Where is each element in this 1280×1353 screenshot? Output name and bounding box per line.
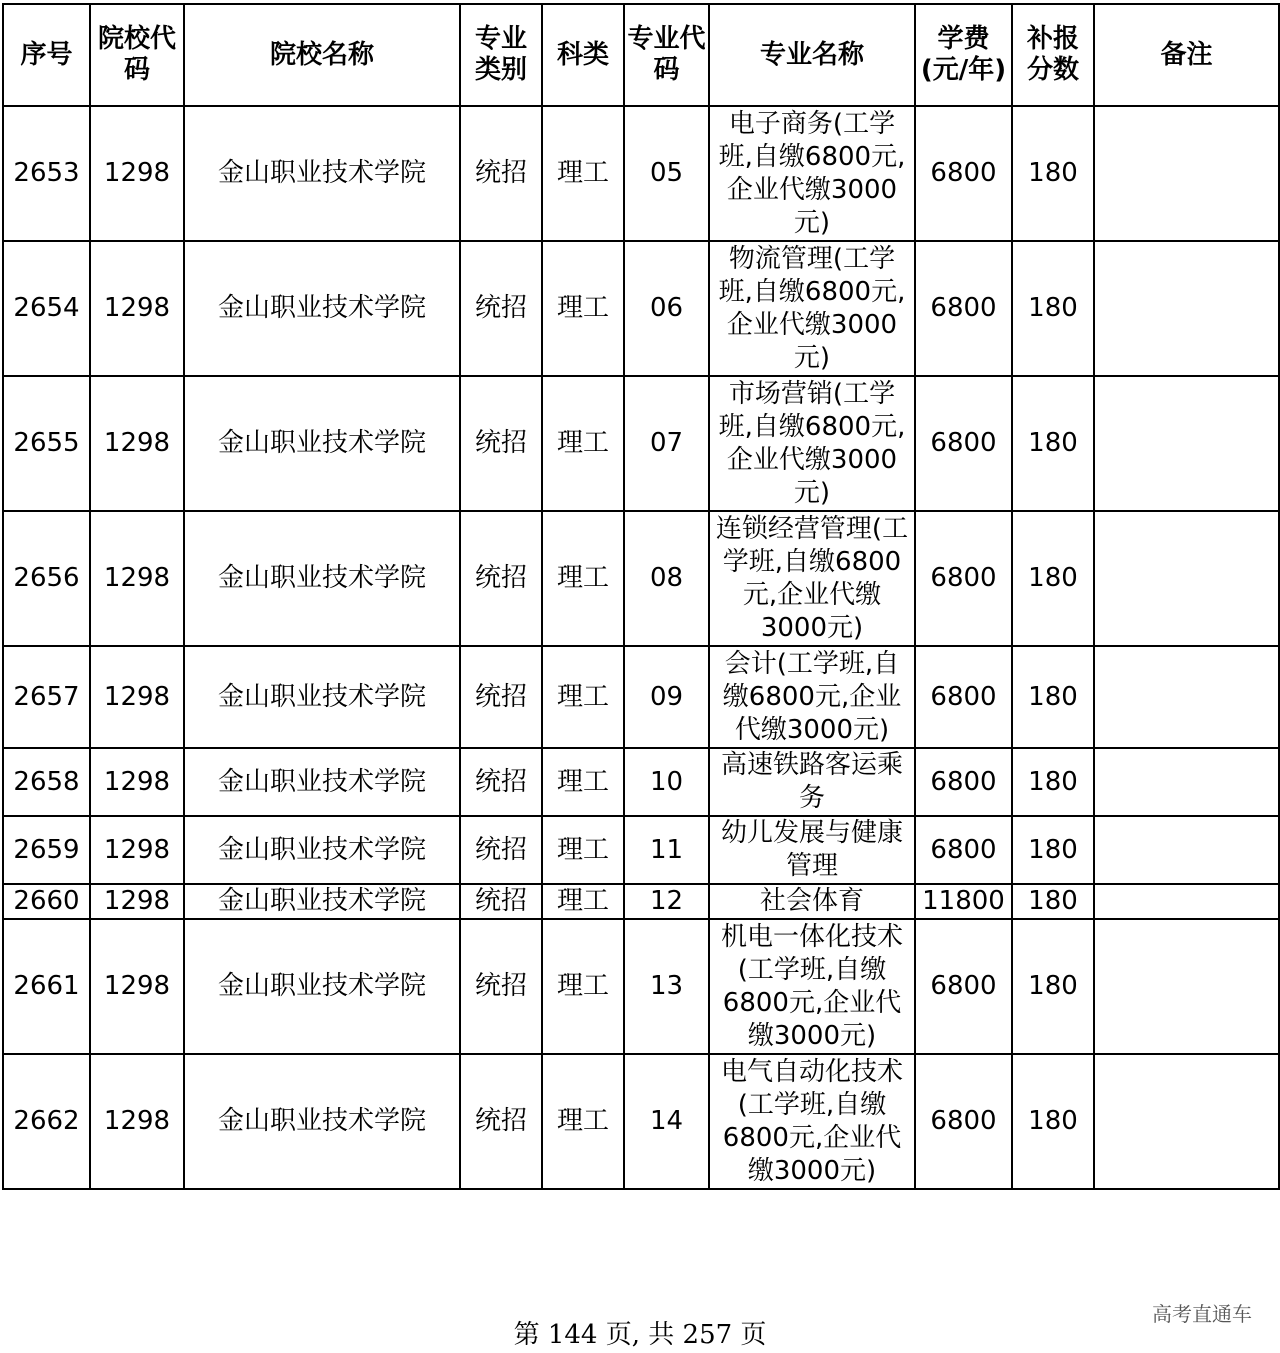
cell-seq: 2659 [3,816,90,884]
cell-school-name: 金山职业技术学院 [184,748,460,816]
cell-subject: 理工 [542,919,624,1054]
cell-major-category: 统招 [460,646,542,748]
cell-tuition: 6800 [915,376,1012,511]
cell-min-score: 180 [1012,919,1094,1054]
cell-min-score: 180 [1012,511,1094,646]
cell-tuition: 6800 [915,511,1012,646]
cell-major-code: 08 [624,511,709,646]
header-remark: 备注 [1094,4,1279,106]
table-row [3,646,1279,748]
cell-school-name: 金山职业技术学院 [184,106,460,241]
cell-seq: 2655 [3,376,90,511]
table-row [3,919,1279,1054]
table-row [3,106,1279,241]
cell-subject: 理工 [542,376,624,511]
cell-remark [1094,646,1279,748]
cell-subject: 理工 [542,646,624,748]
cell-tuition: 6800 [915,748,1012,816]
header-major-code: 专业代码 [624,4,709,106]
cell-school-code: 1298 [90,919,184,1054]
table-row [3,748,1279,816]
page-number-footer: 第 144 页, 共 257 页 [513,1320,767,1350]
cell-tuition: 6800 [915,919,1012,1054]
header-tuition: 学费(元/年) [915,4,1012,106]
cell-subject: 理工 [542,241,624,376]
header-major-category: 专业类别 [460,4,542,106]
cell-remark [1094,884,1279,919]
cell-subject: 理工 [542,816,624,884]
cell-major-category: 统招 [460,748,542,816]
cell-seq: 2653 [3,106,90,241]
header-seq: 序号 [3,4,90,106]
cell-major-code: 14 [624,1054,709,1189]
cell-subject: 理工 [542,748,624,816]
header-row [3,4,1279,106]
header-school-code: 院校代码 [90,4,184,106]
cell-remark [1094,376,1279,511]
cell-min-score: 180 [1012,748,1094,816]
admission-table [2,3,1280,1190]
cell-major-code: 13 [624,919,709,1054]
cell-school-name: 金山职业技术学院 [184,511,460,646]
cell-school-code: 1298 [90,646,184,748]
header-school-name: 院校名称 [184,4,460,106]
cell-major-category: 统招 [460,106,542,241]
cell-min-score: 180 [1012,1054,1094,1189]
cell-major-category: 统招 [460,241,542,376]
cell-school-name: 金山职业技术学院 [184,919,460,1054]
cell-school-code: 1298 [90,1054,184,1189]
cell-major-category: 统招 [460,884,542,919]
cell-major-code: 12 [624,884,709,919]
cell-min-score: 180 [1012,884,1094,919]
cell-remark [1094,241,1279,376]
cell-major-name: 物流管理(工学班,自缴6800元,企业代缴3000元) [709,241,915,376]
cell-subject: 理工 [542,106,624,241]
cell-subject: 理工 [542,1054,624,1189]
cell-min-score: 180 [1012,241,1094,376]
cell-major-name: 电子商务(工学班,自缴6800元,企业代缴3000元) [709,106,915,241]
cell-subject: 理工 [542,511,624,646]
cell-school-code: 1298 [90,748,184,816]
cell-major-code: 05 [624,106,709,241]
cell-school-name: 金山职业技术学院 [184,816,460,884]
cell-major-name: 市场营销(工学班,自缴6800元,企业代缴3000元) [709,376,915,511]
cell-school-code: 1298 [90,884,184,919]
table-row [3,376,1279,511]
header-min-score: 补报分数 [1012,4,1094,106]
cell-major-name: 幼儿发展与健康管理 [709,816,915,884]
header-major-name: 专业名称 [709,4,915,106]
watermark: 高考直通车 [1152,1302,1252,1326]
cell-remark [1094,511,1279,646]
cell-seq: 2661 [3,919,90,1054]
cell-school-name: 金山职业技术学院 [184,884,460,919]
cell-school-code: 1298 [90,106,184,241]
cell-major-name: 连锁经营管理(工学班,自缴6800元,企业代缴3000元) [709,511,915,646]
cell-seq: 2662 [3,1054,90,1189]
cell-major-category: 统招 [460,376,542,511]
cell-min-score: 180 [1012,816,1094,884]
cell-school-name: 金山职业技术学院 [184,646,460,748]
cell-tuition: 11800 [915,884,1012,919]
table-row [3,511,1279,646]
cell-major-name: 电气自动化技术(工学班,自缴6800元,企业代缴3000元) [709,1054,915,1189]
cell-school-name: 金山职业技术学院 [184,1054,460,1189]
cell-tuition: 6800 [915,1054,1012,1189]
table-row [3,816,1279,884]
cell-remark [1094,1054,1279,1189]
cell-major-name: 机电一体化技术(工学班,自缴6800元,企业代缴3000元) [709,919,915,1054]
cell-major-code: 06 [624,241,709,376]
cell-subject: 理工 [542,884,624,919]
cell-school-code: 1298 [90,511,184,646]
cell-tuition: 6800 [915,816,1012,884]
cell-seq: 2658 [3,748,90,816]
cell-school-code: 1298 [90,816,184,884]
cell-major-code: 09 [624,646,709,748]
table-row [3,1054,1279,1189]
cell-min-score: 180 [1012,646,1094,748]
cell-school-name: 金山职业技术学院 [184,241,460,376]
cell-major-name: 高速铁路客运乘务 [709,748,915,816]
cell-remark [1094,816,1279,884]
cell-school-code: 1298 [90,241,184,376]
cell-remark [1094,748,1279,816]
cell-seq: 2656 [3,511,90,646]
cell-major-name: 会计(工学班,自缴6800元,企业代缴3000元) [709,646,915,748]
header-subject: 科类 [542,4,624,106]
cell-school-name: 金山职业技术学院 [184,376,460,511]
cell-major-code: 11 [624,816,709,884]
cell-tuition: 6800 [915,646,1012,748]
cell-major-name: 社会体育 [709,884,915,919]
cell-seq: 2660 [3,884,90,919]
cell-major-code: 07 [624,376,709,511]
cell-remark [1094,919,1279,1054]
cell-major-category: 统招 [460,816,542,884]
cell-min-score: 180 [1012,376,1094,511]
cell-major-code: 10 [624,748,709,816]
cell-major-category: 统招 [460,1054,542,1189]
cell-tuition: 6800 [915,106,1012,241]
cell-school-code: 1298 [90,376,184,511]
table-row [3,241,1279,376]
cell-major-category: 统招 [460,919,542,1054]
cell-seq: 2654 [3,241,90,376]
cell-tuition: 6800 [915,241,1012,376]
table-row [3,884,1279,919]
cell-remark [1094,106,1279,241]
cell-seq: 2657 [3,646,90,748]
cell-major-category: 统招 [460,511,542,646]
cell-min-score: 180 [1012,106,1094,241]
